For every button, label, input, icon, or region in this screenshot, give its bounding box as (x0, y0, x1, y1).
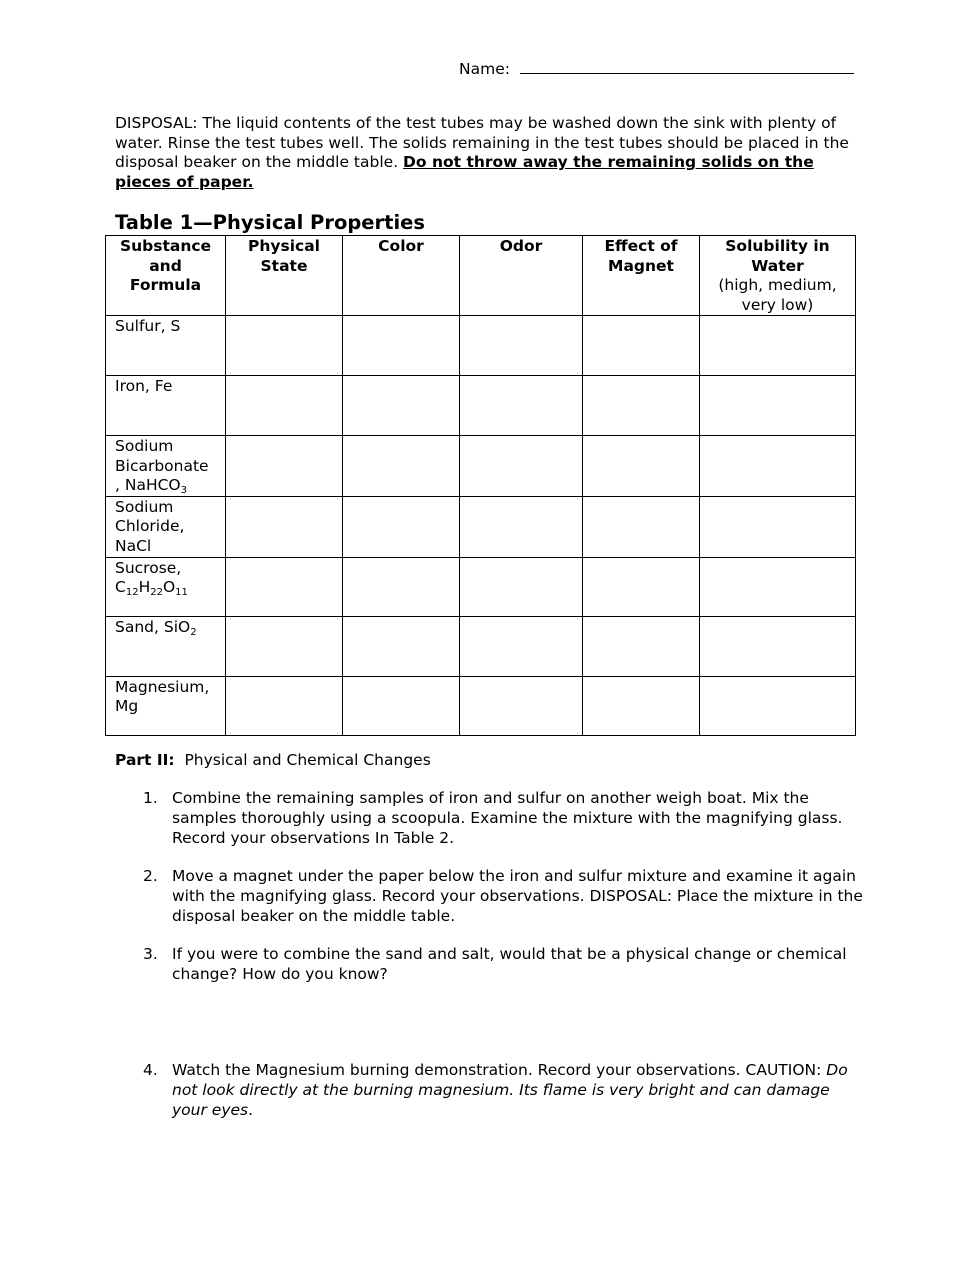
item-number: 4. (143, 1061, 158, 1079)
answer-cell[interactable] (343, 496, 460, 557)
header-note: very low) (741, 295, 814, 314)
disposal-instructions (115, 114, 863, 192)
answer-cell[interactable] (460, 316, 583, 376)
item-number: 1. (143, 789, 158, 807)
item-text (172, 1061, 863, 1120)
answer-cell[interactable] (343, 616, 460, 676)
table-header-row (106, 236, 856, 316)
header-solubility (700, 236, 856, 316)
header-line: State (260, 256, 308, 275)
substance-name-line: Sodium (115, 437, 174, 455)
substance-name-line: Sucrose, (115, 558, 182, 577)
disposal-text: DISPOSAL: The liquid contents of the test tubes may be washed down the sink with plenty of water. Rinse the test tubes well. The solids remaining in the test tubes should be placed in the disposal beaker on the middle table. (115, 114, 849, 172)
answer-cell[interactable] (583, 616, 700, 676)
answer-cell[interactable] (700, 557, 856, 616)
substance-name-line: Magnesium, (115, 677, 210, 696)
answer-cell[interactable] (700, 316, 856, 376)
answer-cell[interactable] (700, 496, 856, 557)
substance-name-line: Bicarbonate (115, 456, 209, 475)
physical-properties-table (105, 235, 856, 736)
substance-cell (106, 496, 226, 557)
answer-cell[interactable] (343, 436, 460, 497)
item-text-end: . (248, 1100, 254, 1119)
table-row (106, 436, 856, 497)
header-line: Formula (129, 276, 202, 294)
answer-cell[interactable] (460, 376, 583, 436)
list-item (143, 945, 863, 985)
caution-text: Do not look directly at the burning magnesium. Its flame is very bright and can damage your eyes (172, 1061, 848, 1119)
name-blank-line[interactable] (520, 57, 854, 74)
answer-cell[interactable] (343, 376, 460, 436)
header-line: Odor (499, 237, 543, 255)
substance-formula (115, 578, 225, 598)
item-text: Move a magnet under the paper below the iron and sulfur mixture and examine it again with the magnifying glass. Record your observations. DISPOSAL: Place the mixture in the disposal beaker on the middle table. (172, 867, 863, 925)
answer-cell[interactable] (226, 616, 343, 676)
part2-title: Physical and Chemical Changes (184, 751, 431, 769)
substance-cell (106, 376, 226, 436)
answer-cell[interactable] (583, 376, 700, 436)
name-field-row (459, 57, 854, 78)
substance-name-line: Sodium (115, 497, 174, 516)
answer-cell[interactable] (583, 316, 700, 376)
list-item (143, 789, 863, 848)
table-row (106, 496, 856, 557)
answer-cell[interactable] (460, 676, 583, 735)
table-row (106, 316, 856, 376)
header-color (343, 236, 460, 316)
formula-element: O (162, 578, 176, 597)
item-text: Combine the remaining samples of iron and sulfur on another weigh boat. Mix the samples thoroughly using a scoopula. Examine the mixture with the magnifying glass. Record your observations In Table 2. (172, 789, 843, 847)
answer-cell[interactable] (583, 436, 700, 497)
formula-subscript: 3 (180, 485, 188, 497)
header-magnet (583, 236, 700, 316)
part2-heading (115, 751, 431, 769)
formula-subscript: 22 (150, 587, 163, 599)
answer-cell[interactable] (460, 436, 583, 497)
answer-cell[interactable] (700, 376, 856, 436)
header-line: Substance (119, 237, 212, 255)
name-label: Name: (459, 60, 510, 78)
substance-name-line: Mg (115, 697, 139, 716)
answer-cell[interactable] (226, 436, 343, 497)
header-physical-state (226, 236, 343, 316)
item-text: If you were to combine the sand and salt, would that be a physical change or chemical change? How do you know? (172, 945, 847, 983)
substance-cell (106, 436, 226, 497)
disposal-emphasis: Do not throw away the remaining solids on the pieces of paper. (115, 153, 814, 191)
answer-cell[interactable] (700, 616, 856, 676)
substance-name-line: , NaHCO (115, 476, 181, 495)
item-number: 3. (143, 945, 158, 963)
list-item (143, 1061, 863, 1120)
table-title: Table 1—Physical Properties (115, 211, 425, 234)
item-text-main: Watch the Magnesium burning demonstration. Record your observations. CAUTION: (172, 1061, 827, 1079)
header-line: and (149, 256, 182, 275)
substance-name-line: Chloride, (115, 517, 185, 536)
answer-cell[interactable] (583, 557, 700, 616)
table-row (106, 557, 856, 616)
header-note: (high, medium, (718, 276, 837, 294)
item-number: 2. (143, 867, 158, 885)
answer-cell[interactable] (460, 557, 583, 616)
answer-cell[interactable] (460, 616, 583, 676)
table-row (106, 376, 856, 436)
answer-cell[interactable] (226, 557, 343, 616)
formula-element: H (138, 578, 151, 597)
answer-cell[interactable] (226, 316, 343, 376)
formula-subscript: 2 (190, 626, 197, 638)
part2-label: Part II: (115, 751, 175, 769)
answer-cell[interactable] (343, 316, 460, 376)
substance-cell (106, 616, 226, 676)
table-row (106, 676, 856, 735)
formula-element: C (115, 578, 126, 597)
answer-cell[interactable] (343, 557, 460, 616)
header-line: Solubility in (725, 237, 830, 255)
substance-cell (106, 557, 226, 616)
header-line: Magnet (608, 256, 674, 275)
answer-cell[interactable] (226, 676, 343, 735)
answer-cell[interactable] (700, 676, 856, 735)
header-line: Color (378, 237, 424, 255)
substance-name: Sulfur, S (115, 317, 181, 335)
answer-cell[interactable] (226, 376, 343, 436)
formula-subscript: 11 (175, 587, 188, 599)
answer-cell[interactable] (583, 676, 700, 735)
header-line: Physical (248, 237, 320, 255)
answer-cell[interactable] (700, 436, 856, 497)
list-item (143, 867, 863, 926)
table-row (106, 616, 856, 676)
header-substance (106, 236, 226, 316)
substance-formula (115, 476, 225, 496)
answer-cell[interactable] (343, 676, 460, 735)
substance-name: Iron, Fe (115, 377, 173, 395)
answer-cell[interactable] (226, 496, 343, 557)
answer-cell[interactable] (583, 496, 700, 557)
answer-cell[interactable] (460, 496, 583, 557)
header-line: Water (751, 256, 804, 275)
substance-name-line: NaCl (115, 536, 152, 555)
substance-name: Sand, SiO (115, 617, 191, 636)
substance-cell (106, 676, 226, 735)
header-line: Effect of (604, 237, 678, 255)
substance-cell (106, 316, 226, 376)
formula-subscript: 12 (125, 587, 139, 599)
header-odor (460, 236, 583, 316)
